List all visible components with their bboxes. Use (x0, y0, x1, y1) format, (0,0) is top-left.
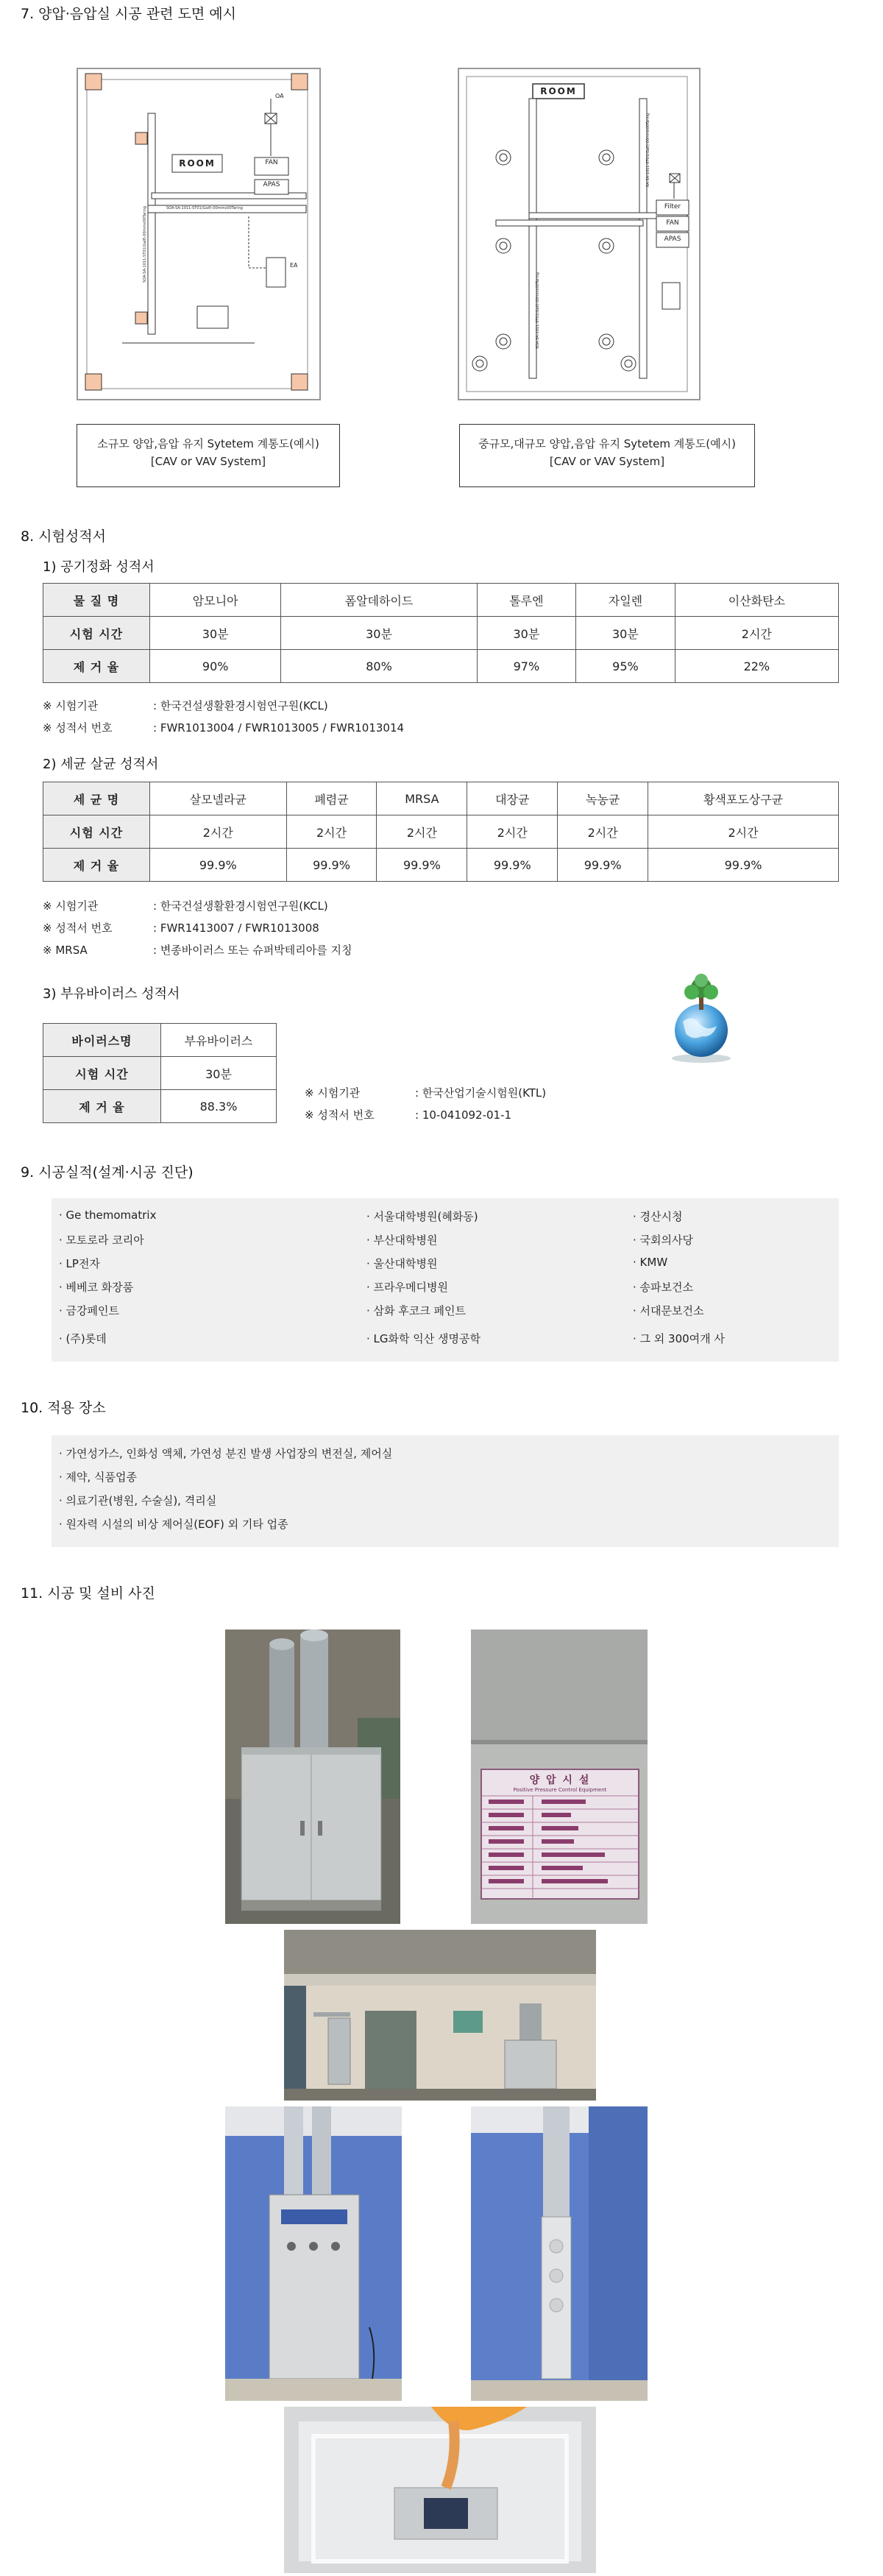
note-key: ※ MRSA (43, 944, 88, 957)
large-caption-line2: [CAV or VAV System] (549, 455, 665, 468)
small-diagram-caption (77, 424, 340, 487)
small-caption-line1: 소규모 양압,음압 유지 Sytetem 계통도(예시) (97, 437, 319, 450)
virus-row-label: 시험 시간 (43, 1057, 161, 1090)
application-item: · 의료기관(병원, 수술실), 격리실 (59, 1494, 217, 1507)
application-item: · 원자력 시설의 비상 제어실(EOF) 외 기타 업종 (59, 1518, 288, 1531)
photo-ceiling-installation (284, 2407, 596, 2573)
record-item: · 베베코 화장품 (59, 1281, 134, 1294)
section8-title: 8. 시험성적서 (21, 528, 106, 545)
germ-cell: 2시간 (467, 815, 558, 849)
note-key: ※ 성적서 번호 (43, 921, 113, 935)
germ-cell: 2시간 (150, 815, 287, 849)
air-cell: 80% (281, 650, 477, 683)
small-room-label: ROOM (179, 158, 216, 169)
note-key: ※ 시험기관 (43, 899, 99, 913)
air-row-label: 물 질 명 (43, 584, 150, 617)
record-item: · (주)롯데 (59, 1332, 107, 1345)
air-name-row (43, 584, 839, 617)
germ-cell: 살모넬라균 (150, 782, 287, 815)
air-rate-row (43, 650, 839, 683)
small-oa-label: OA (275, 93, 284, 99)
air-cell: 2시간 (675, 617, 838, 650)
air-cell: 95% (576, 650, 675, 683)
note-value: : 한국건설생활환경시험연구원(KCL) (153, 899, 328, 913)
application-area-box (52, 1435, 839, 1547)
germ-sterilization-table (43, 782, 839, 882)
virus-rate-row (43, 1090, 277, 1123)
nameplate-subtitle: Positive Pressure Control Equipment (513, 1787, 607, 1793)
germ-row-label: 시험 시간 (43, 815, 150, 849)
small-caption-line2: [CAV or VAV System] (150, 455, 266, 468)
note-key: ※ 성적서 번호 (305, 1108, 375, 1122)
germ-cell: 2시간 (286, 815, 377, 849)
large-diagram-drawing (459, 69, 699, 399)
record-item: · 금강페인트 (59, 1304, 119, 1317)
virus-notes (305, 1082, 546, 1126)
germ-cell: 2시간 (558, 815, 648, 849)
nameplate-title: 양 압 시 설 (529, 1774, 591, 1786)
svg-text:SOA-SA-1011-ST01(Galf)-00mmx00: SOA-SA-1011-ST01(Galf)-00mmx00Taring (143, 206, 147, 283)
record-item: · 서울대학병원(혜화동) (366, 1210, 478, 1223)
air-cell: 97% (477, 650, 576, 683)
air-row-label: 시험 시간 (43, 617, 150, 650)
photo-outdoor-cabinet (225, 1630, 400, 1924)
diffuser-group (472, 150, 636, 371)
large-filter-label: Filter (664, 203, 681, 210)
application-item: · 제약, 식품업종 (59, 1471, 138, 1484)
note-key: ※ 시험기관 (305, 1086, 361, 1100)
svg-text:SOA-SA-1011-ST01(Galf)-00mmx00: SOA-SA-1011-ST01(Galf)-00mmx00Taring (536, 272, 540, 349)
section7-title: 7. 양압·음압실 시공 관련 도면 예시 (21, 6, 236, 22)
germ-report-title: 2) 세균 살균 성적서 (43, 757, 159, 772)
photo-blue-room-cabinet (225, 2106, 402, 2401)
germ-rate-row (43, 849, 839, 882)
air-cell: 30분 (281, 617, 477, 650)
large-system-diagram (458, 68, 701, 400)
air-cell: 톨루엔 (477, 584, 576, 617)
photo-nameplate (471, 1630, 648, 1924)
germ-cell: 대장균 (467, 782, 558, 815)
large-apas-label: APAS (664, 236, 681, 243)
globe-tree-illustration (653, 970, 749, 1066)
note-value: : 변종바이러스 또는 슈퍼박테리아를 지칭 (153, 944, 352, 957)
small-apas-label: APAS (263, 181, 280, 188)
note-key: ※ 성적서 번호 (43, 721, 113, 735)
air-cell: 30분 (150, 617, 281, 650)
large-caption-line1: 중규모,대규모 양압,음압 유지 Sytetem 계통도(예시) (478, 437, 736, 450)
large-diagram-caption (459, 424, 755, 487)
record-item: · 그 외 300여개 사 (633, 1332, 725, 1345)
small-fan-label: FAN (265, 159, 278, 166)
record-item: · 모토로라 코리아 (59, 1234, 144, 1247)
record-item: · KMW (633, 1256, 668, 1269)
record-item: · 경산시청 (633, 1210, 683, 1223)
air-cell: 90% (150, 650, 281, 683)
record-item: · 서대문보건소 (633, 1304, 704, 1317)
air-purification-table (43, 583, 839, 683)
germ-cell: 99.9% (286, 849, 377, 882)
note-value: : 10-041092-01-1 (415, 1108, 512, 1122)
note-value: : FWR1013004 / FWR1013005 / FWR1013014 (153, 721, 405, 735)
virus-time-row (43, 1057, 277, 1090)
record-item: · Ge themomatrix (59, 1209, 157, 1222)
section9-title: 9. 시공실적(설계·시공 진단) (21, 1164, 194, 1181)
germ-cell: 99.9% (467, 849, 558, 882)
germ-cell: 99.9% (150, 849, 287, 882)
note-value: : FWR1413007 / FWR1013008 (153, 921, 319, 935)
germ-notes (43, 895, 352, 961)
air-cell: 22% (675, 650, 838, 683)
air-cell: 암모니아 (150, 584, 281, 617)
air-cell: 폼알데하이드 (281, 584, 477, 617)
small-ea-label: EA (290, 262, 298, 269)
germ-cell: 2시간 (377, 815, 467, 849)
svg-text:SOA-SA-1011-ST01(Galf)-00mmx00: SOA-SA-1011-ST01(Galf)-00mmx00Taring (166, 206, 243, 210)
application-item: · 가연성가스, 인화성 액체, 가연성 분진 발생 사업장의 변전실, 제어실 (59, 1447, 393, 1460)
note-key: ※ 시험기관 (43, 699, 99, 712)
virus-row-label: 바이러스명 (43, 1024, 161, 1057)
virus-cell: 88.3% (161, 1090, 277, 1123)
germ-name-row (43, 782, 839, 815)
air-notes (43, 695, 404, 739)
record-item: · 부산대학병원 (366, 1234, 438, 1247)
virus-header-row (43, 1024, 277, 1057)
germ-cell: 녹농균 (558, 782, 648, 815)
note-value: : 한국건설생활환경시험연구원(KCL) (153, 699, 328, 712)
section10-title: 10. 적용 장소 (21, 1400, 106, 1416)
photo-blue-room-tall-unit (471, 2106, 648, 2401)
small-system-diagram (77, 68, 321, 400)
record-item: · LP전자 (59, 1257, 100, 1270)
germ-cell: 99.9% (377, 849, 467, 882)
air-cell: 이산화탄소 (675, 584, 838, 617)
air-cell: 30분 (576, 617, 675, 650)
record-item: · 울산대학병원 (366, 1257, 438, 1270)
record-item: · 국회의사당 (633, 1234, 693, 1247)
germ-cell: 폐렴균 (286, 782, 377, 815)
germ-time-row (43, 815, 839, 849)
virus-cell: 부유바이러스 (161, 1024, 277, 1057)
air-report-title: 1) 공기정화 성적서 (43, 559, 155, 575)
air-cell: 자일렌 (576, 584, 675, 617)
virus-cell: 30분 (161, 1057, 277, 1090)
air-row-label: 제 거 율 (43, 650, 150, 683)
record-item: · LG화학 익산 생명공학 (366, 1332, 480, 1345)
germ-cell: 99.9% (648, 849, 839, 882)
air-cell: 30분 (477, 617, 576, 650)
note-value: : 한국산업기술시험원(KTL) (415, 1086, 547, 1100)
virus-row-label: 제 거 율 (43, 1090, 161, 1123)
germ-row-label: 제 거 율 (43, 849, 150, 882)
germ-row-label: 세 균 명 (43, 782, 150, 815)
record-item: · 송파보건소 (633, 1281, 693, 1294)
small-diagram-drawing (78, 69, 319, 399)
virus-report-title: 3) 부유바이러스 성적서 (43, 986, 180, 1002)
germ-cell: MRSA (377, 782, 467, 815)
section11-title: 11. 시공 및 설비 사진 (21, 1585, 155, 1602)
air-time-row (43, 617, 839, 650)
germ-cell: 2시간 (648, 815, 839, 849)
germ-cell: 99.9% (558, 849, 648, 882)
record-item: · 삼화 후코크 페인트 (366, 1304, 466, 1317)
large-fan-label: FAN (666, 219, 679, 227)
large-room-label: ROOM (540, 86, 577, 96)
germ-cell: 황색포도상구균 (648, 782, 839, 815)
svg-text:RA-SA-1011-ST01(Galf)-00mmx00T: RA-SA-1011-ST01(Galf)-00mmx00Taring (646, 113, 650, 187)
photo-building-exterior (284, 1930, 596, 2101)
record-item: · 프라우메디병원 (366, 1281, 448, 1294)
construction-record-box (52, 1198, 839, 1362)
virus-table (43, 1023, 277, 1123)
